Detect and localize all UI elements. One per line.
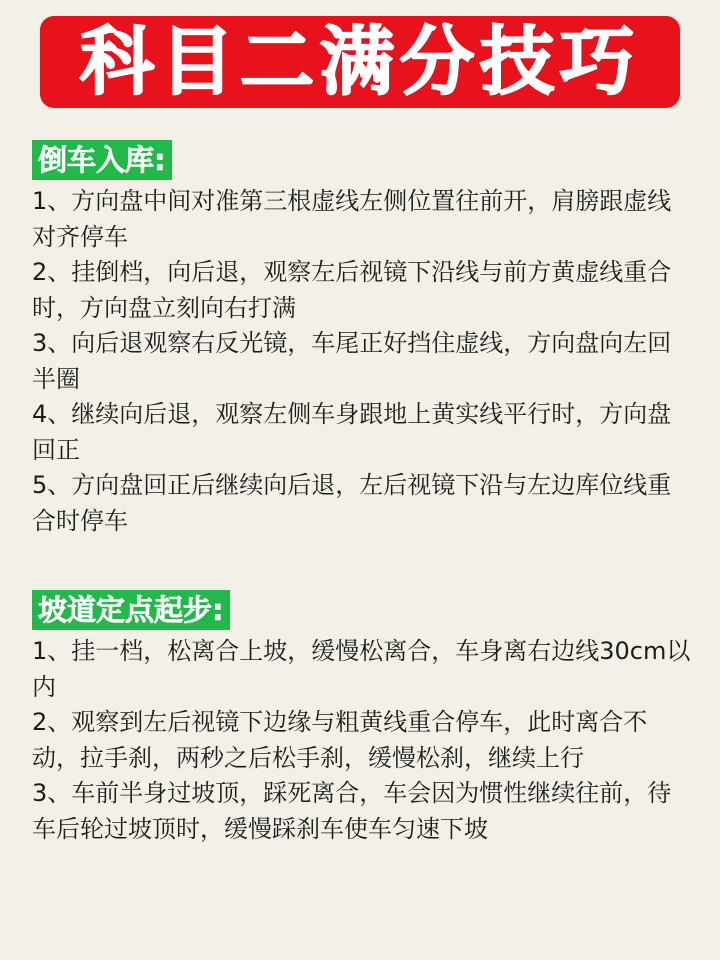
list-item: 1、挂一档，松离合上坡，缓慢松离合，车身离右边线30cm以内 (32, 637, 691, 701)
list-item: 4、继续向后退，观察左侧车身跟地上黄实线平行时，方向盘回正 (32, 400, 672, 464)
list-item: 1、方向盘中间对准第三根虚线左侧位置往前开，肩膀跟虚线对齐停车 (32, 187, 672, 251)
list-item: 3、向后退观察右反光镜，车尾正好挡住虚线，方向盘向左回半圈 (32, 329, 672, 393)
section-hill-start (32, 590, 692, 847)
list-item: 3、车前半身过坡顶，踩死离合，车会因为惯性继续往前，待车后轮过坡顶时，缓慢踩刹车使车匀速下坡 (32, 779, 672, 843)
list-item: 5、方向盘回正后继续向后退，左后视镜下沿与左边库位线重合时停车 (32, 471, 672, 535)
title-banner (40, 16, 680, 108)
list-item: 2、观察到左后视镜下边缘与粗黄线重合停车，此时离合不动，拉手刹，两秒之后松手刹，缓慢松刹，继续上行 (32, 708, 648, 772)
section-reverse-parking (32, 140, 692, 539)
section-heading: 坡道定点起步: (32, 590, 230, 630)
list-item: 2、挂倒档，向后退，观察左后视镜下沿线与前方黄虚线重合时，方向盘立刻向右打满 (32, 258, 672, 322)
page-title: 科目二满分技巧 (80, 19, 640, 105)
section-heading: 倒车入库: (32, 140, 172, 180)
